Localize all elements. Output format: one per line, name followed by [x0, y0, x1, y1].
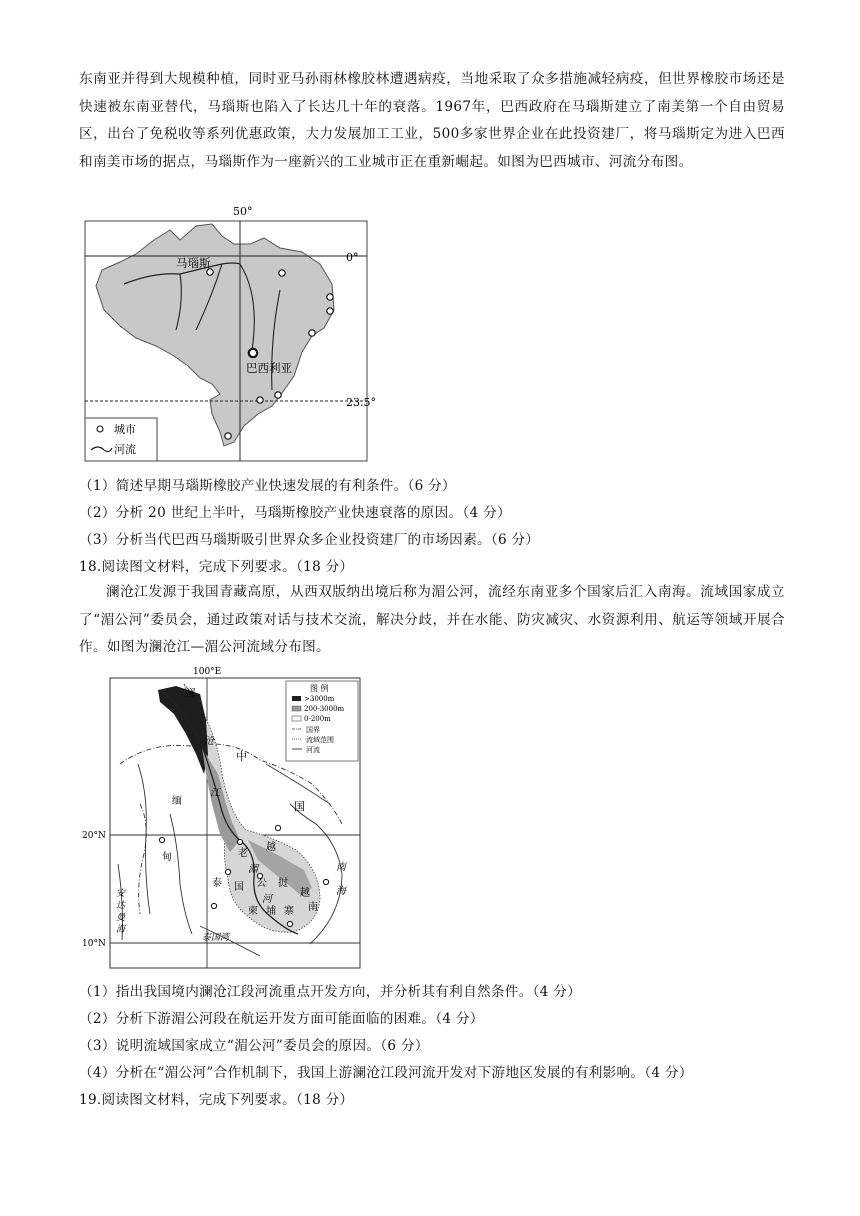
svg-text:湄: 湄 — [248, 864, 258, 875]
svg-text:埔: 埔 — [266, 906, 276, 917]
q17-1: （1）简述早期马瑙斯橡胶产业快速发展的有利条件。（6 分） — [79, 478, 456, 494]
intro-paragraph: 东南亚并得到大规模种植，同时亚马孙雨林橡胶林遭遇病疫，当地采取了众多措施减轻病疫，但世界橡胶市场还是快速被东南亚替代，马瑙斯也陷入了长达几十年的衰落。1967年，巴西政府在马瑙斯建立了南美第一个自由贸易区，出台了免税收等系列优惠政策，大力发展加工工业，500多家世界企业在此投资建厂，将马瑙斯定为进入巴西和南美市场的据点，马瑙斯作为一座新兴的工业城市正在重新崛起。如图为巴西城市、河流分布图。 — [79, 71, 785, 170]
svg-text:海: 海 — [336, 886, 346, 897]
city-brasilia-marker — [249, 349, 257, 357]
svg-text:南: 南 — [308, 902, 318, 913]
q18-heading: 18.阅读图文材料，完成下列要求。（18 分） — [79, 559, 354, 575]
svg-text:河流: 河流 — [306, 746, 320, 754]
svg-text:100°E: 100°E — [193, 667, 222, 677]
q18-4: （4）分析在“湄公河”合作机制下，我国上游澜沧江段河流开发对下游地区发展的有利影响。（4 分） — [79, 1065, 693, 1081]
svg-text:缅: 缅 — [172, 796, 182, 807]
svg-text:河: 河 — [262, 894, 272, 905]
svg-text:达: 达 — [116, 901, 126, 911]
q17-2: （2）分析 20 世纪上半叶，马瑙斯橡胶产业快速衰落的原因。（4 分） — [79, 505, 511, 521]
svg-text:曼: 曼 — [116, 913, 126, 923]
svg-text:越: 越 — [300, 888, 310, 899]
lon-label: 50° — [233, 205, 253, 218]
svg-text:泰国湾: 泰国湾 — [202, 933, 230, 943]
tropic-label: 23.5° — [346, 396, 376, 409]
svg-text:安: 安 — [116, 889, 126, 899]
q17-3: （3）分析当代巴西马瑙斯吸引世界众多企业投资建厂的市场因素。（6 分） — [79, 532, 540, 548]
manaus-label: 马瑙斯 — [176, 256, 211, 270]
svg-text:海: 海 — [116, 925, 126, 935]
svg-text:寨: 寨 — [284, 906, 294, 917]
svg-text:越: 越 — [266, 842, 276, 853]
svg-text:200-3000m: 200-3000m — [304, 705, 345, 713]
legend-river: 河流 — [114, 443, 136, 456]
svg-text:>3000m: >3000m — [304, 695, 335, 703]
svg-text:柬: 柬 — [248, 906, 258, 917]
brazil-map — [84, 200, 394, 465]
svg-text:中: 中 — [236, 750, 247, 763]
equator-label: 0° — [346, 251, 359, 264]
q18-2: （2）分析下游湄公河段在航运开发方面可能面临的困难。（4 分） — [79, 1011, 484, 1027]
q18-1: （1）指出我国境内澜沧江段河流重点开发方向，并分析其有利自然条件。（4 分） — [79, 984, 581, 1000]
svg-text:甸: 甸 — [162, 852, 172, 863]
svg-text:国界: 国界 — [306, 726, 320, 734]
q19-heading: 19.阅读图文材料，完成下列要求。（18 分） — [79, 1092, 354, 1108]
brasilia-label: 巴西利亚 — [246, 361, 292, 375]
svg-text:国: 国 — [294, 800, 305, 813]
svg-text:图 例: 图 例 — [310, 684, 329, 693]
svg-text:挝: 挝 — [278, 878, 288, 889]
svg-text:10°N: 10°N — [82, 939, 106, 949]
svg-text:0-200m: 0-200m — [304, 715, 331, 723]
legend-city: 城市 — [114, 423, 136, 436]
svg-text:南: 南 — [336, 862, 346, 873]
svg-text:国: 国 — [234, 882, 244, 893]
mekong-map — [80, 664, 370, 970]
svg-text:流域范围: 流域范围 — [306, 736, 334, 744]
svg-text:沧: 沧 — [204, 736, 214, 747]
q18-3: （3）说明流域国家成立“湄公河”委员会的原因。（6 分） — [79, 1038, 429, 1054]
svg-text:澜: 澜 — [184, 688, 194, 699]
svg-text:江: 江 — [210, 788, 220, 799]
svg-text:公: 公 — [256, 878, 266, 889]
svg-text:泰: 泰 — [212, 878, 222, 889]
svg-text:老: 老 — [238, 848, 248, 859]
q18-paragraph: 澜沧江发源于我国青藏高原，从西双版纳出境后称为湄公河，流经东南亚多个国家后汇入南海。流域国家成立了“湄公河”委员会，通过政策对话与技术交流，解决分歧，并在水能、防灾减灾、水资源利用、航运等领域开展合作。如图为澜沧江—湄公河流域分布图。 — [79, 584, 785, 656]
svg-text:20°N: 20°N — [82, 831, 106, 841]
